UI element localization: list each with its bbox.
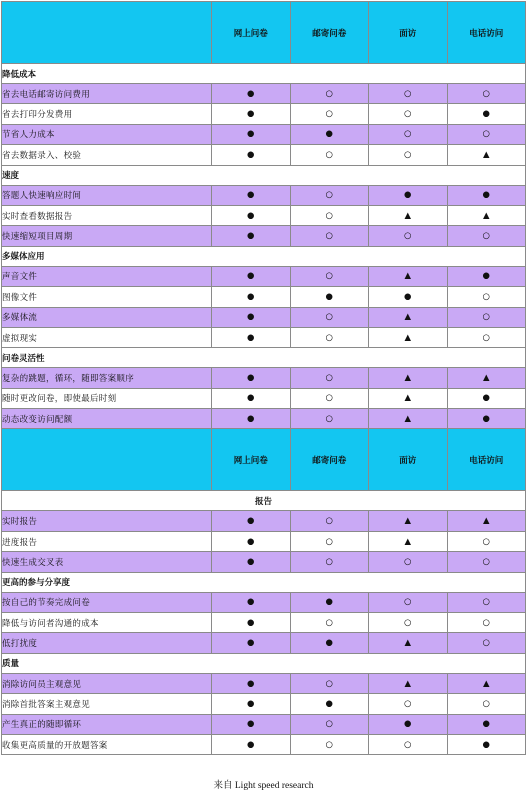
rating-cell xyxy=(212,124,291,144)
triangle-icon: ▲ xyxy=(482,516,490,527)
rating-cell xyxy=(369,307,448,327)
rating-cell xyxy=(369,327,448,347)
row-label: 动态改变访问配额 xyxy=(2,409,212,429)
empty-circle-icon: ○ xyxy=(404,617,412,628)
rating-cell xyxy=(447,552,526,572)
empty-circle-icon: ○ xyxy=(404,149,412,160)
rating-cell xyxy=(212,531,291,551)
triangle-icon: ▲ xyxy=(404,372,412,383)
empty-circle-icon: ○ xyxy=(482,332,490,343)
empty-circle-icon: ○ xyxy=(325,190,333,201)
section-row xyxy=(2,64,526,84)
triangle-icon: ▲ xyxy=(482,372,490,383)
filled-circle-icon: ● xyxy=(325,597,333,608)
table-row xyxy=(2,145,526,165)
section-title: 降低成本 xyxy=(2,64,526,84)
row-label: 按自己的节奏完成问卷 xyxy=(2,592,212,612)
rating-cell xyxy=(212,633,291,653)
rating-cell xyxy=(369,185,448,205)
triangle-icon: ▲ xyxy=(404,210,412,221)
rating-cell xyxy=(447,145,526,165)
filled-circle-icon: ● xyxy=(247,190,255,201)
rating-cell xyxy=(369,673,448,693)
triangle-icon: ▲ xyxy=(404,332,412,343)
rating-cell xyxy=(447,226,526,246)
table-row xyxy=(2,266,526,286)
rating-cell xyxy=(212,84,291,104)
table-row xyxy=(2,714,526,734)
row-label: 收集更高质量的开放题答案 xyxy=(2,734,212,754)
rating-cell xyxy=(212,368,291,388)
rating-cell xyxy=(447,205,526,225)
filled-circle-icon: ● xyxy=(482,719,490,730)
empty-circle-icon: ○ xyxy=(325,719,333,730)
row-label: 消除访问员主观意见 xyxy=(2,673,212,693)
rating-cell xyxy=(369,388,448,408)
triangle-icon: ▲ xyxy=(482,210,490,221)
section-title: 速度 xyxy=(2,165,526,185)
rating-cell xyxy=(447,511,526,531)
rating-cell xyxy=(447,388,526,408)
rating-cell xyxy=(212,511,291,531)
filled-circle-icon: ● xyxy=(325,129,333,140)
filled-circle-icon: ● xyxy=(247,210,255,221)
rating-cell xyxy=(447,368,526,388)
triangle-icon: ▲ xyxy=(404,516,412,527)
rating-cell xyxy=(447,84,526,104)
triangle-icon: ▲ xyxy=(404,271,412,282)
rating-cell xyxy=(290,368,369,388)
empty-circle-icon: ○ xyxy=(404,88,412,99)
row-label: 实时查看数据报告 xyxy=(2,205,212,225)
triangle-icon: ▲ xyxy=(482,678,490,689)
table-row xyxy=(2,673,526,693)
empty-circle-icon: ○ xyxy=(325,678,333,689)
filled-circle-icon: ● xyxy=(247,332,255,343)
rating-cell xyxy=(369,613,448,633)
row-label: 省去打印分发费用 xyxy=(2,104,212,124)
table-row xyxy=(2,287,526,307)
rating-cell xyxy=(212,388,291,408)
table-row xyxy=(2,226,526,246)
rating-cell xyxy=(212,714,291,734)
section-title: 质量 xyxy=(2,653,526,673)
section-title: 问卷灵活性 xyxy=(2,348,526,368)
filled-circle-icon: ● xyxy=(247,312,255,323)
empty-circle-icon: ○ xyxy=(325,516,333,527)
rating-cell xyxy=(290,124,369,144)
comparison-table xyxy=(1,1,526,755)
section-row xyxy=(2,165,526,185)
filled-circle-icon: ● xyxy=(247,739,255,750)
empty-circle-icon: ○ xyxy=(482,597,490,608)
table-row xyxy=(2,531,526,551)
empty-circle-icon: ○ xyxy=(482,638,490,649)
empty-circle-icon: ○ xyxy=(482,617,490,628)
column-header: 邮寄问卷 xyxy=(290,2,369,64)
empty-circle-icon: ○ xyxy=(325,149,333,160)
filled-circle-icon: ● xyxy=(247,372,255,383)
rating-cell xyxy=(369,266,448,286)
row-label: 声音文件 xyxy=(2,266,212,286)
rating-cell xyxy=(369,734,448,754)
rating-cell xyxy=(290,287,369,307)
rating-cell xyxy=(290,226,369,246)
filled-circle-icon: ● xyxy=(247,638,255,649)
rating-cell xyxy=(447,185,526,205)
rating-cell xyxy=(369,633,448,653)
column-header: 面访 xyxy=(369,429,448,491)
rating-cell xyxy=(290,694,369,714)
section-title: 多媒体应用 xyxy=(2,246,526,266)
comparison-table-body xyxy=(2,2,526,755)
table-row xyxy=(2,104,526,124)
rating-cell xyxy=(369,552,448,572)
filled-circle-icon: ● xyxy=(482,739,490,750)
table-row xyxy=(2,388,526,408)
rating-cell xyxy=(290,327,369,347)
rating-cell xyxy=(447,266,526,286)
filled-circle-icon: ● xyxy=(482,271,490,282)
section-row xyxy=(2,572,526,592)
filled-circle-icon: ● xyxy=(247,271,255,282)
rating-cell xyxy=(447,287,526,307)
rating-cell xyxy=(369,592,448,612)
empty-circle-icon: ○ xyxy=(482,291,490,302)
row-label: 快速缩短项目周期 xyxy=(2,226,212,246)
filled-circle-icon: ● xyxy=(325,698,333,709)
filled-circle-icon: ● xyxy=(247,231,255,242)
empty-circle-icon: ○ xyxy=(482,312,490,323)
row-label: 降低与访问者沟通的成本 xyxy=(2,613,212,633)
column-header: 面访 xyxy=(369,2,448,64)
header-blank-cell xyxy=(2,429,212,491)
empty-circle-icon: ○ xyxy=(404,597,412,608)
row-label: 产生真正的随即循环 xyxy=(2,714,212,734)
header-blank-cell xyxy=(2,2,212,64)
table-row xyxy=(2,734,526,754)
empty-circle-icon: ○ xyxy=(325,393,333,404)
rating-cell xyxy=(290,409,369,429)
table-row xyxy=(2,511,526,531)
triangle-icon: ▲ xyxy=(404,393,412,404)
empty-circle-icon: ○ xyxy=(482,556,490,567)
triangle-icon: ▲ xyxy=(404,312,412,323)
rating-cell xyxy=(290,673,369,693)
rating-cell xyxy=(290,205,369,225)
row-label: 省去电话邮寄访问费用 xyxy=(2,84,212,104)
table-row xyxy=(2,84,526,104)
rating-cell xyxy=(290,613,369,633)
rating-cell xyxy=(447,673,526,693)
section-row xyxy=(2,348,526,368)
empty-circle-icon: ○ xyxy=(325,556,333,567)
column-header: 电话访问 xyxy=(447,2,526,64)
empty-circle-icon: ○ xyxy=(404,556,412,567)
table-row xyxy=(2,185,526,205)
row-label: 复杂的跳题，循环，随即答案顺序 xyxy=(2,368,212,388)
filled-circle-icon: ● xyxy=(325,638,333,649)
row-label: 图像文件 xyxy=(2,287,212,307)
section-title: 报告 xyxy=(2,491,526,511)
rating-cell xyxy=(369,104,448,124)
table-row xyxy=(2,124,526,144)
rating-cell xyxy=(447,694,526,714)
table-row xyxy=(2,613,526,633)
rating-cell xyxy=(290,104,369,124)
rating-cell xyxy=(290,511,369,531)
row-label: 省去数据录入、校验 xyxy=(2,145,212,165)
rating-cell xyxy=(212,145,291,165)
rating-cell xyxy=(369,84,448,104)
rating-cell xyxy=(290,266,369,286)
empty-circle-icon: ○ xyxy=(482,129,490,140)
section-row xyxy=(2,653,526,673)
empty-circle-icon: ○ xyxy=(325,372,333,383)
filled-circle-icon: ● xyxy=(247,556,255,567)
column-header: 邮寄问卷 xyxy=(290,429,369,491)
triangle-icon: ▲ xyxy=(404,536,412,547)
rating-cell xyxy=(369,205,448,225)
rating-cell xyxy=(212,613,291,633)
column-header: 网上问卷 xyxy=(212,429,291,491)
filled-circle-icon: ● xyxy=(247,719,255,730)
section-title: 更高的参与分享度 xyxy=(2,572,526,592)
table-row xyxy=(2,552,526,572)
rating-cell xyxy=(447,531,526,551)
filled-circle-icon: ● xyxy=(247,617,255,628)
filled-circle-icon: ● xyxy=(247,597,255,608)
filled-circle-icon: ● xyxy=(404,291,412,302)
rating-cell xyxy=(369,531,448,551)
rating-cell xyxy=(212,552,291,572)
row-label: 实时报告 xyxy=(2,511,212,531)
empty-circle-icon: ○ xyxy=(325,617,333,628)
row-label: 快速生成交叉表 xyxy=(2,552,212,572)
rating-cell xyxy=(212,287,291,307)
rating-cell xyxy=(369,409,448,429)
rating-cell xyxy=(212,205,291,225)
triangle-icon: ▲ xyxy=(404,678,412,689)
column-header: 电话访问 xyxy=(447,429,526,491)
filled-circle-icon: ● xyxy=(482,109,490,120)
rating-cell xyxy=(447,124,526,144)
rating-cell xyxy=(447,104,526,124)
filled-circle-icon: ● xyxy=(247,109,255,120)
rating-cell xyxy=(447,409,526,429)
rating-cell xyxy=(212,104,291,124)
empty-circle-icon: ○ xyxy=(325,231,333,242)
filled-circle-icon: ● xyxy=(325,291,333,302)
empty-circle-icon: ○ xyxy=(325,210,333,221)
empty-circle-icon: ○ xyxy=(482,231,490,242)
table-row xyxy=(2,409,526,429)
empty-circle-icon: ○ xyxy=(325,88,333,99)
row-label: 虚拟现实 xyxy=(2,327,212,347)
filled-circle-icon: ● xyxy=(247,393,255,404)
rating-cell xyxy=(290,388,369,408)
table-row xyxy=(2,633,526,653)
rating-cell xyxy=(212,185,291,205)
rating-cell xyxy=(212,673,291,693)
rating-cell xyxy=(290,633,369,653)
empty-circle-icon: ○ xyxy=(325,739,333,750)
rating-cell xyxy=(212,266,291,286)
empty-circle-icon: ○ xyxy=(404,231,412,242)
empty-circle-icon: ○ xyxy=(404,129,412,140)
rating-cell xyxy=(369,145,448,165)
row-label: 低打扰度 xyxy=(2,633,212,653)
table-row xyxy=(2,694,526,714)
rating-cell xyxy=(212,694,291,714)
source-note: 来自 Light speed research xyxy=(213,781,314,791)
filled-circle-icon: ● xyxy=(482,393,490,404)
filled-circle-icon: ● xyxy=(247,516,255,527)
rating-cell xyxy=(447,592,526,612)
triangle-icon: ▲ xyxy=(482,149,490,160)
empty-circle-icon: ○ xyxy=(325,312,333,323)
empty-circle-icon: ○ xyxy=(404,698,412,709)
rating-cell xyxy=(447,734,526,754)
filled-circle-icon: ● xyxy=(247,698,255,709)
empty-circle-icon: ○ xyxy=(404,739,412,750)
table-row xyxy=(2,592,526,612)
table-row xyxy=(2,307,526,327)
rating-cell xyxy=(447,633,526,653)
rating-cell xyxy=(290,592,369,612)
rating-cell xyxy=(369,714,448,734)
triangle-icon: ▲ xyxy=(404,638,412,649)
row-label: 多媒体流 xyxy=(2,307,212,327)
empty-circle-icon: ○ xyxy=(482,88,490,99)
column-header: 网上问卷 xyxy=(212,2,291,64)
rating-cell xyxy=(212,226,291,246)
filled-circle-icon: ● xyxy=(482,413,490,424)
rating-cell xyxy=(447,327,526,347)
section-row xyxy=(2,246,526,266)
row-label: 随时更改问卷，即使最后时刻 xyxy=(2,388,212,408)
rating-cell xyxy=(369,124,448,144)
empty-circle-icon: ○ xyxy=(325,109,333,120)
filled-circle-icon: ● xyxy=(247,291,255,302)
empty-circle-icon: ○ xyxy=(325,332,333,343)
rating-cell xyxy=(290,552,369,572)
rating-cell xyxy=(212,734,291,754)
rating-cell xyxy=(212,592,291,612)
filled-circle-icon: ● xyxy=(247,129,255,140)
rating-cell xyxy=(369,368,448,388)
filled-circle-icon: ● xyxy=(247,678,255,689)
triangle-icon: ▲ xyxy=(404,413,412,424)
filled-circle-icon: ● xyxy=(247,149,255,160)
rating-cell xyxy=(369,226,448,246)
rating-cell xyxy=(290,84,369,104)
rating-cell xyxy=(290,185,369,205)
header-row xyxy=(2,2,526,64)
empty-circle-icon: ○ xyxy=(482,536,490,547)
rating-cell xyxy=(447,613,526,633)
rating-cell xyxy=(447,714,526,734)
empty-circle-icon: ○ xyxy=(325,413,333,424)
filled-circle-icon: ● xyxy=(247,413,255,424)
rating-cell xyxy=(290,531,369,551)
empty-circle-icon: ○ xyxy=(325,271,333,282)
filled-circle-icon: ● xyxy=(482,190,490,201)
row-label: 消除首批答案主观意见 xyxy=(2,694,212,714)
filled-circle-icon: ● xyxy=(247,88,255,99)
table-row xyxy=(2,205,526,225)
rating-cell xyxy=(212,307,291,327)
empty-circle-icon: ○ xyxy=(404,109,412,120)
filled-circle-icon: ● xyxy=(247,536,255,547)
section-row xyxy=(2,491,526,511)
filled-circle-icon: ● xyxy=(404,719,412,730)
filled-circle-icon: ● xyxy=(404,190,412,201)
row-label: 进度报告 xyxy=(2,531,212,551)
header-row xyxy=(2,429,526,491)
rating-cell xyxy=(369,694,448,714)
rating-cell xyxy=(447,307,526,327)
empty-circle-icon: ○ xyxy=(325,536,333,547)
rating-cell xyxy=(290,714,369,734)
rating-cell xyxy=(369,511,448,531)
table-row xyxy=(2,368,526,388)
rating-cell xyxy=(290,307,369,327)
rating-cell xyxy=(369,287,448,307)
row-label: 答题人快速响应时间 xyxy=(2,185,212,205)
row-label: 节省人力成本 xyxy=(2,124,212,144)
empty-circle-icon: ○ xyxy=(482,698,490,709)
rating-cell xyxy=(290,145,369,165)
table-row xyxy=(2,327,526,347)
rating-cell xyxy=(290,734,369,754)
rating-cell xyxy=(212,409,291,429)
rating-cell xyxy=(212,327,291,347)
